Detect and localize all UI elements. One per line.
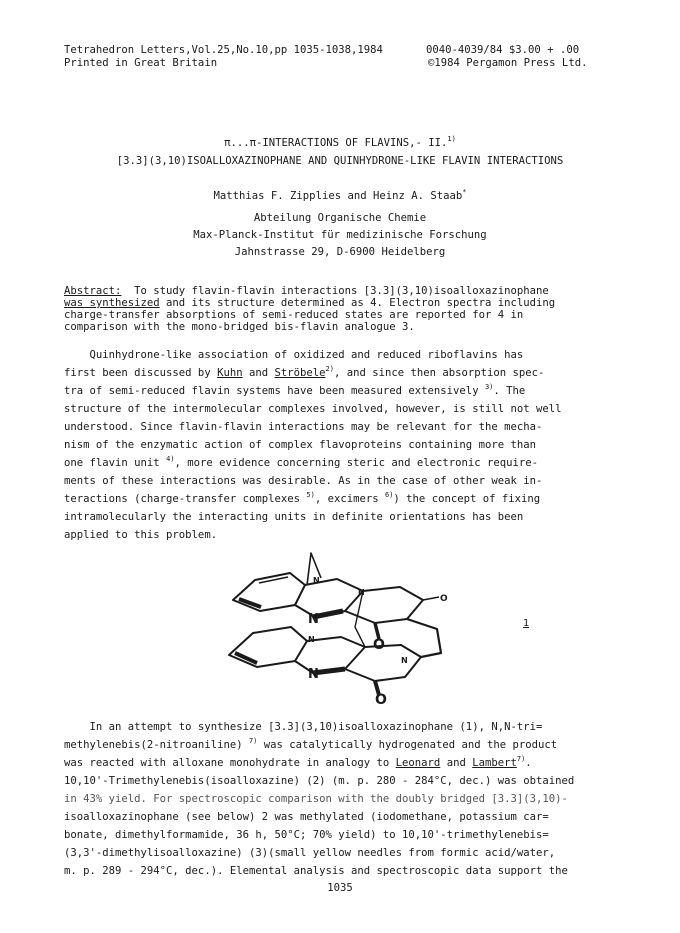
isoalloxazinophane-structure xyxy=(195,545,465,705)
para1-line-4: structure of the intermolecular complexes involved, however, is still not well xyxy=(64,403,562,415)
para1-line-2: first been discussed by Kuhn and Ströbele$^{2)}$, and since then absorption spec- xyxy=(64,365,545,379)
price-code: 0040-4039/84 $3.00 + .00 xyxy=(426,44,580,56)
atom-o-upper: O xyxy=(440,594,448,604)
para1-line-8: ments of these interactions was desirable. As in the case of other weak in- xyxy=(64,475,543,487)
compound-label: 1 xyxy=(523,618,530,629)
footnote-ref: 1) xyxy=(447,135,456,143)
affiliation-address: Jahnstrasse 29, D-6900 Heidelberg xyxy=(234,246,446,258)
para2-line-3: was reacted with alloxane monohydrate in analogy to Leonard and Lambert$^{7)}$. xyxy=(64,755,532,769)
atom-n10-lower: N xyxy=(308,635,315,644)
para1-line-3: tra of semi-reduced flavin systems have been measured extensively $^{3)}$. The xyxy=(64,383,526,397)
series-title: π...π-INTERACTIONS OF FLAVINS,- II.$^{1)}$ xyxy=(224,135,456,149)
abstract-label: Abstract: xyxy=(64,285,122,297)
para1-line-1: Quinhydrone-like association of oxidized and reduced riboflavins has xyxy=(64,349,524,361)
affiliation-institute: Max-Planck-Institut für medizinische Forschung xyxy=(193,229,487,241)
copyright: ©1984 Pergamon Press Ltd. xyxy=(428,57,588,69)
para1-line-5: understood. Since flavin-flavin interactions may be relevant for the mecha- xyxy=(64,421,543,433)
page-number: 1035 xyxy=(327,882,353,894)
para2-line-2: methylenebis(2-nitroaniline) $^{7)}$ was catalytically hydrogenated and the product xyxy=(64,737,558,751)
atom-n-upper-a: N xyxy=(358,588,365,597)
para2-line-1: In an attempt to synthesize [3.3](3,10)isoalloxazinophane (1), N,N-tri= xyxy=(64,721,543,733)
author-lambert: Lambert xyxy=(472,757,517,769)
abstract-line-3: charge-transfer absorptions of semi-reduced states are reported for 4 in xyxy=(64,309,524,321)
para2-line-9: m. p. 289 - 294°C, dec.). Elemental analysis and spectroscopic data support the xyxy=(64,865,568,877)
para1-line-6: nism of the enzymatic action of complex flavoproteins containing more than xyxy=(64,439,536,451)
journal-citation: Tetrahedron Letters,Vol.25,No.10,pp 1035-1038,1984 xyxy=(64,44,383,56)
para2-line-4: 10,10'-Trimethylenebis(isoalloxazine) (2) (m. p. 280 - 284°C, dec.) was obtained xyxy=(64,775,575,787)
para1-line-10: intramolecularly the interacting units in definite orientations has been xyxy=(64,511,524,523)
atom-n5-lower: N xyxy=(308,667,319,682)
author-strobele: Ströbele xyxy=(274,367,326,379)
para1-line-9: teractions (charge-transfer complexes $^{5)}$, excimers $^{6)}$) the concept of fixing xyxy=(64,491,541,505)
atom-o-lower: O xyxy=(375,692,387,705)
abstract-line-4: comparison with the mono-bridged bis-flavin analogue 3. xyxy=(64,321,415,333)
printed-in: Printed in Great Britain xyxy=(64,57,218,69)
paper-title: [3.3](3,10)ISOALLOXAZINOPHANE AND QUINHYDRONE-LIKE FLAVIN INTERACTIONS xyxy=(116,155,564,167)
atom-o-upper-c4: O xyxy=(373,637,385,653)
author-leonard: Leonard xyxy=(395,757,441,769)
affiliation-dept: Abteilung Organische Chemie xyxy=(253,212,427,224)
upper-benzene-ring xyxy=(233,573,305,611)
author-names: Matthias F. Zipplies and Heinz A. Staab* xyxy=(213,188,467,202)
atom-n5-upper: N xyxy=(308,612,319,627)
atom-n3-lower: N xyxy=(401,656,408,665)
atom-n10-upper: N xyxy=(313,576,320,585)
para2-line-6: isoalloxazinophane (see below) 2 was methylated (iodomethane, potassium car= xyxy=(64,811,549,823)
para2-line-5: in 43% yield. For spectroscopic comparison with the doubly bridged [3.3](3,10)- xyxy=(64,793,568,805)
para1-line-7: one flavin unit $^{4)}$, more evidence concerning steric and electronic require- xyxy=(64,455,539,469)
para2-line-7: bonate, dimethylformamide, 36 h, 50°C; 70% yield) to 10,10'-trimethylenebis= xyxy=(64,829,549,841)
author-kuhn: Kuhn xyxy=(217,367,243,379)
abstract-line-1: Abstract: To study flavin-flavin interactions [3.3](3,10)isoalloxazinophane xyxy=(64,285,549,297)
abstract-line-2: was synthesized and its structure determined as 4. Electron spectra including xyxy=(64,297,556,309)
para1-line-11: applied to this problem. xyxy=(64,529,218,541)
para2-line-8: (3,3'-dimethylisoalloxazine) (3)(small yellow needles from formic acid/water, xyxy=(64,847,556,859)
